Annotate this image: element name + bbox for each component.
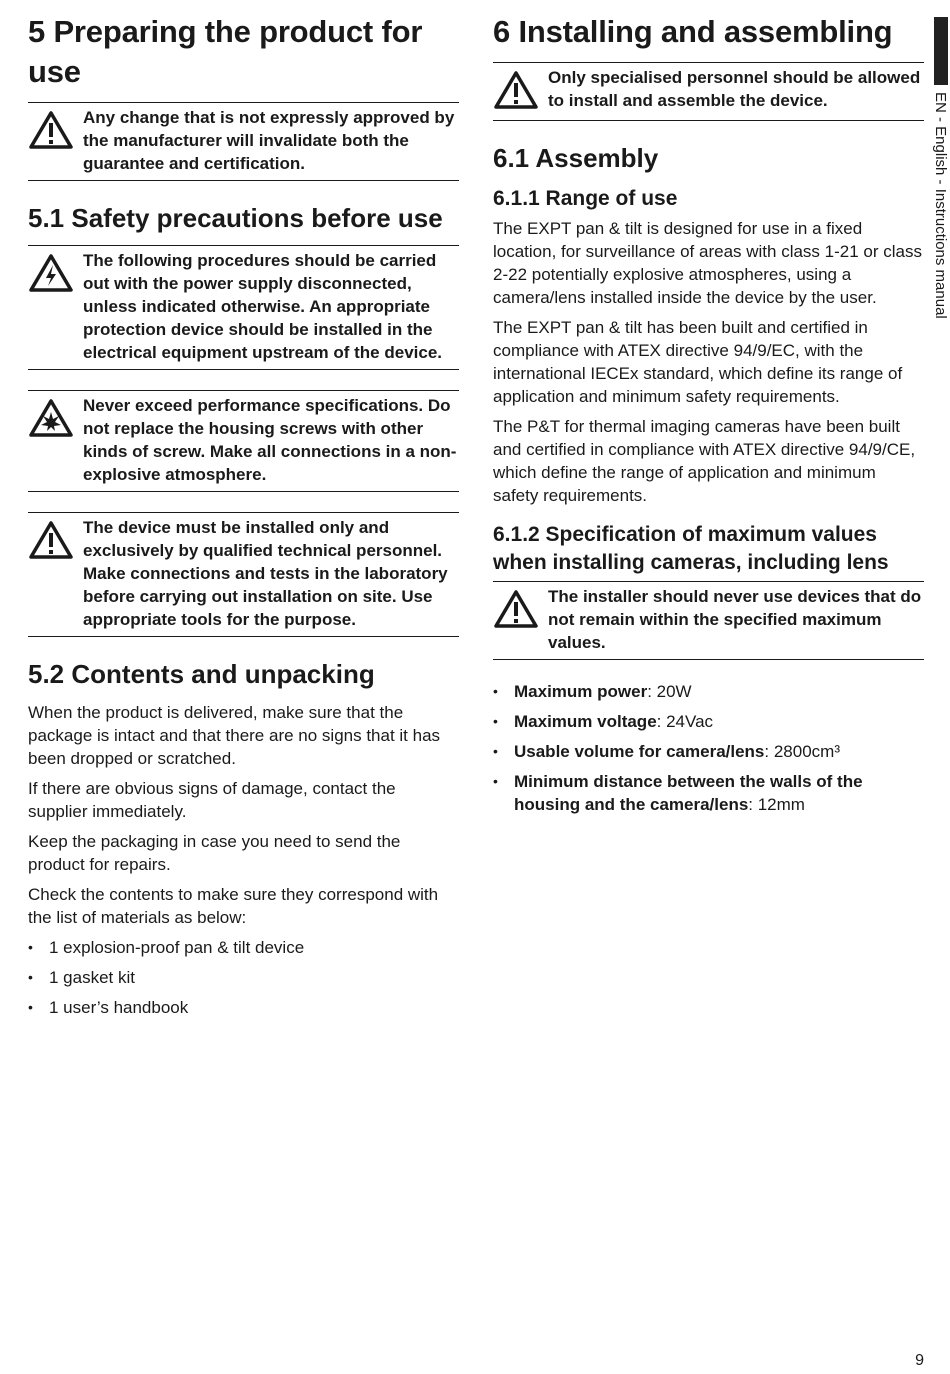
list-item bbox=[493, 740, 924, 763]
list-item: • 1 gasket kit bbox=[28, 966, 459, 989]
warning-box-qualified bbox=[28, 512, 459, 637]
warning-text: Any change that is not expressly approved by the manufacturer will invalidate both the guarantee and certification. bbox=[83, 108, 455, 173]
language-tab-marker bbox=[934, 17, 948, 85]
warning-triangle-icon bbox=[493, 66, 548, 115]
warning-box-specs bbox=[28, 390, 459, 492]
section-5-1-title: 5.1 Safety precautions before use bbox=[28, 203, 443, 233]
warning-text: The installer should never use devices that do not remain within the specified maximum values. bbox=[548, 587, 922, 652]
warning-text: The following procedures should be carried out with the power supply disconnected, unless indicated otherwise. An appropriate protection device should be installed in the electrical equipment upstream of the device. bbox=[83, 251, 443, 362]
warning-text: Never exceed performance specifications. Do not replace the housing screws with other kinds of screw. Make all connections in a non-explosive atmosphere. bbox=[83, 396, 457, 484]
warning-text: Only specialised personnel should be allowed to install and assemble the device. bbox=[548, 68, 921, 110]
warning-box-power bbox=[28, 245, 459, 370]
paragraph: When the product is delivered, make sure that the package is intact and that there are no signs that it has been dropped or scratched. bbox=[28, 703, 441, 768]
section-6-title: 6 Installing and assembling bbox=[493, 14, 893, 49]
explosion-hazard-icon bbox=[28, 394, 83, 443]
paragraph: The EXPT pan & tilt is designed for use in a fixed location, for surveillance of areas with class 1-21 or class 2-22 potentially explosive atmospheres, using a camera/lens installed inside the device by the user. bbox=[493, 219, 922, 307]
contents-list bbox=[28, 936, 459, 1019]
list-item: • 1 user’s handbook bbox=[28, 996, 459, 1019]
right-column bbox=[493, 12, 924, 823]
specs-list bbox=[493, 680, 924, 816]
warning-triangle-icon bbox=[28, 106, 83, 155]
section-5-2-title: 5.2 Contents and unpacking bbox=[28, 659, 375, 689]
warning-text: The device must be installed only and exclusively by qualified technical personnel. Make connections and tests in the laboratory before carrying out installation on site. Use appropriate tools for the purpose. bbox=[83, 518, 448, 629]
paragraph: Check the contents to make sure they correspond with the list of materials as below: bbox=[28, 885, 439, 927]
electrical-hazard-icon bbox=[28, 249, 83, 298]
paragraph: The P&T for thermal imaging cameras have been built and certified in compliance with ATEX directive 94/9/CE, which define the range of application and minimum safety requirements. bbox=[493, 417, 916, 505]
list-item: • 1 explosion-proof pan & tilt device bbox=[28, 936, 459, 959]
spec-label: Minimum distance between the walls of the housing and the camera/lens bbox=[514, 772, 863, 814]
section-6-1-title: 6.1 Assembly bbox=[493, 143, 659, 173]
warning-box-max-values bbox=[493, 581, 924, 660]
spec-value: : 12mm bbox=[748, 795, 805, 814]
spec-label: Usable volume for camera/lens bbox=[514, 742, 765, 761]
page-number: 9 bbox=[915, 1352, 924, 1369]
list-item bbox=[493, 710, 924, 733]
section-6-1-1-title: 6.1.1 Range of use bbox=[493, 187, 678, 210]
spec-value: : 24Vac bbox=[656, 712, 714, 731]
warning-box-personnel bbox=[493, 62, 924, 121]
list-item bbox=[493, 770, 924, 816]
spec-value: : 20W bbox=[647, 682, 692, 701]
list-item bbox=[493, 680, 924, 703]
paragraph: If there are obvious signs of damage, contact the supplier immediately. bbox=[28, 779, 396, 821]
warning-box-modification bbox=[28, 102, 459, 181]
warning-triangle-icon bbox=[28, 516, 83, 565]
spec-label: Maximum voltage bbox=[514, 712, 657, 731]
left-column bbox=[28, 12, 459, 1026]
spec-value: : 2800cm³ bbox=[764, 742, 840, 761]
spec-label: Maximum power bbox=[514, 682, 648, 701]
paragraph: The EXPT pan & tilt has been built and certified in compliance with ATEX directive 94/9/EC, with the international IECEx standard, which define its range of application and minimum safety requirements. bbox=[493, 318, 903, 406]
side-language-label: EN - English - Instructions manual bbox=[932, 92, 949, 319]
section-6-1-2-title: 6.1.2 Specification of maximum values when installing cameras, including lens bbox=[493, 523, 889, 574]
section-5-title: 5 Preparing the product for use bbox=[28, 14, 423, 89]
paragraph: Keep the packaging in case you need to send the product for repairs. bbox=[28, 832, 401, 874]
warning-triangle-icon bbox=[493, 585, 548, 634]
